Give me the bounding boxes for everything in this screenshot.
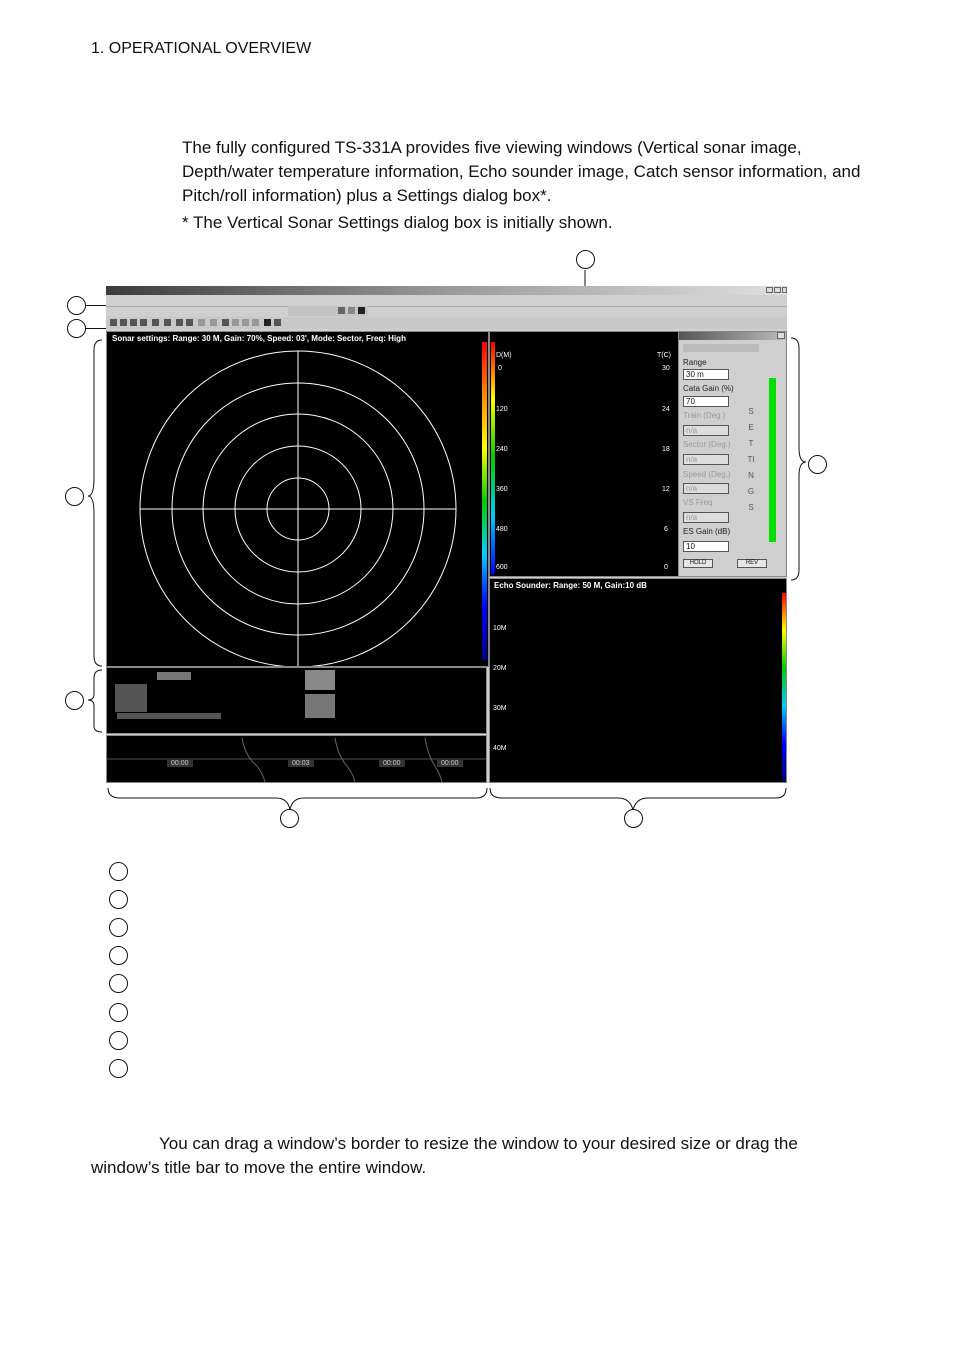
depth-value: 480 [496, 526, 508, 533]
toolbar-icon[interactable] [264, 319, 271, 326]
brace-settings-dialog [787, 336, 809, 584]
callout-settings-dialog [808, 455, 827, 474]
leader-menu [86, 305, 106, 306]
legend-callout-2 [109, 890, 128, 909]
callout-toolbar [67, 319, 86, 338]
toolbar-top-strip [288, 306, 368, 316]
toolbar-icon[interactable] [186, 319, 193, 326]
tool-icon[interactable] [358, 307, 365, 314]
tool-icon[interactable] [348, 307, 355, 314]
legend-callout-6 [109, 1003, 128, 1022]
settings-dialog-title-bar[interactable] [679, 332, 786, 340]
toolbar-icon[interactable] [274, 319, 281, 326]
settings-vertical-label: SETTINGS [747, 407, 755, 512]
temp-header: T(C) [657, 352, 671, 359]
minimize-icon[interactable] [766, 287, 773, 293]
callout-catch-window [65, 691, 84, 710]
catch-sensor-gauge [305, 694, 335, 718]
toolbar [106, 317, 787, 329]
depth-temp-window[interactable] [489, 331, 679, 577]
callout-depth-window [576, 250, 595, 269]
close-icon[interactable] [777, 332, 785, 339]
depth-color-bar [491, 342, 495, 574]
depth-value: 360 [496, 486, 508, 493]
sonar-color-bar [482, 342, 487, 660]
esgain-label: ES Gain (dB) [683, 527, 731, 536]
echo-scale-label: 40M [493, 745, 507, 752]
legend-callout-7 [109, 1031, 128, 1050]
vsfreq-select[interactable]: n/a [683, 512, 729, 523]
toolbar-icon[interactable] [110, 319, 117, 326]
toolbar-icon[interactable] [152, 319, 159, 326]
maximize-icon[interactable] [774, 287, 781, 293]
catch-sensor-window[interactable] [106, 667, 487, 734]
brace-bottom [106, 786, 788, 814]
toolbar-icon[interactable] [120, 319, 127, 326]
settings-note: * The Vertical Sonar Settings dialog box is initially shown. [182, 213, 613, 232]
echo-scale-label: 20M [493, 665, 507, 672]
toolbar-icon[interactable] [242, 319, 249, 326]
legend-callout-5 [109, 974, 128, 993]
catch-indicator [157, 672, 191, 680]
legend-callout-4 [109, 946, 128, 965]
page-header: 1. OPERATIONAL OVERVIEW [91, 40, 312, 57]
temp-value: 0 [664, 564, 668, 571]
dialog-tab-strip [683, 344, 759, 352]
legend-callout-8 [109, 1059, 128, 1078]
toolbar-icon[interactable] [210, 319, 217, 326]
temp-value: 6 [664, 526, 668, 533]
temp-value: 24 [662, 406, 670, 413]
gain-select[interactable]: 70 [683, 396, 729, 407]
tool-icon[interactable] [338, 307, 345, 314]
callout-pitch-roll-window [280, 809, 299, 828]
toolbar-icon[interactable] [232, 319, 239, 326]
toolbar-icon[interactable] [198, 319, 205, 326]
settings-dialog[interactable] [678, 331, 787, 577]
esgain-select[interactable]: 10 [683, 541, 729, 552]
menu-bar[interactable] [106, 295, 787, 307]
depth-value: 120 [496, 406, 508, 413]
legend-callout-1 [109, 862, 128, 881]
app-title-bar[interactable] [106, 286, 787, 295]
pitch-roll-window[interactable] [106, 735, 487, 783]
depth-value: 240 [496, 446, 508, 453]
footer-paragraph: You can drag a window’s border to resize the window to your desired size or drag the window’s title bar to move the entire window. [91, 1134, 798, 1177]
sonar-circles [107, 332, 488, 666]
echo-sounder-title: Echo Sounder: Range: 50 M, Gain:10 dB [491, 580, 654, 591]
pitch-roll-graph [107, 736, 486, 782]
leader-toolbar [86, 328, 106, 329]
sector-label: Sector (Deg.) [683, 440, 731, 449]
toolbar-icon[interactable] [176, 319, 183, 326]
toolbar-icon[interactable] [222, 319, 229, 326]
toolbar-icon[interactable] [130, 319, 137, 326]
hold-button[interactable]: HOLD [683, 559, 713, 568]
time-label: 00:00 [437, 760, 463, 767]
speed-label: Speed (Deg.) [683, 470, 731, 479]
app-screenshot [106, 286, 787, 783]
callout-sonar-window [65, 487, 84, 506]
sector-select[interactable]: n/a [683, 454, 729, 465]
range-select[interactable]: 30 m [683, 369, 729, 380]
sonar-window[interactable] [106, 331, 489, 667]
depth-value: 600 [496, 564, 508, 571]
temp-value: 12 [662, 486, 670, 493]
callout-menu-bar [67, 296, 86, 315]
train-select[interactable]: n/a [683, 425, 729, 436]
echo-sounder-window[interactable] [489, 578, 787, 783]
sonar-settings-title: Sonar settings: Range: 30 M, Gain: 70%, Speed: 03', Mode: Sector, Freq: High [109, 333, 428, 344]
depth-value: 0 [498, 365, 502, 372]
depth-header: D(M) [496, 352, 512, 359]
toolbar-icon[interactable] [252, 319, 259, 326]
time-label: 00:03 [288, 760, 314, 767]
echo-color-bar [782, 593, 786, 781]
time-label: 00:00 [379, 760, 405, 767]
callout-echo-window [624, 809, 643, 828]
echo-scale-label: 10M [493, 625, 507, 632]
temp-value: 30 [662, 365, 670, 372]
level-bar [769, 378, 776, 542]
toolbar-icon[interactable] [140, 319, 147, 326]
train-label: Train (Deg.) [683, 411, 726, 420]
time-label: 00:00 [167, 760, 193, 767]
close-icon[interactable] [782, 287, 787, 293]
gain-label: Cata Gain (%) [683, 384, 734, 393]
catch-indicator [117, 713, 221, 719]
catch-indicator [115, 684, 147, 712]
intro-paragraph: The fully configured TS-331A provides five viewing windows (Vertical sonar image, Depth/water temperature information, Echo sounder image, Catch sensor information, and Pitch/roll information) plus a Settings dialog box*. [182, 138, 861, 205]
range-label: Range [683, 358, 707, 367]
speed-select[interactable]: n/a [683, 483, 729, 494]
catch-sensor-gauge [305, 670, 335, 690]
rev-button[interactable]: REV [737, 559, 767, 568]
brace-sonar-window [86, 338, 106, 670]
legend-callout-3 [109, 918, 128, 937]
echo-scale-label: 30M [493, 705, 507, 712]
vsfreq-label: VS Freq [683, 498, 713, 507]
brace-catch-window [86, 668, 106, 736]
temp-value: 18 [662, 446, 670, 453]
toolbar-icon[interactable] [164, 319, 171, 326]
